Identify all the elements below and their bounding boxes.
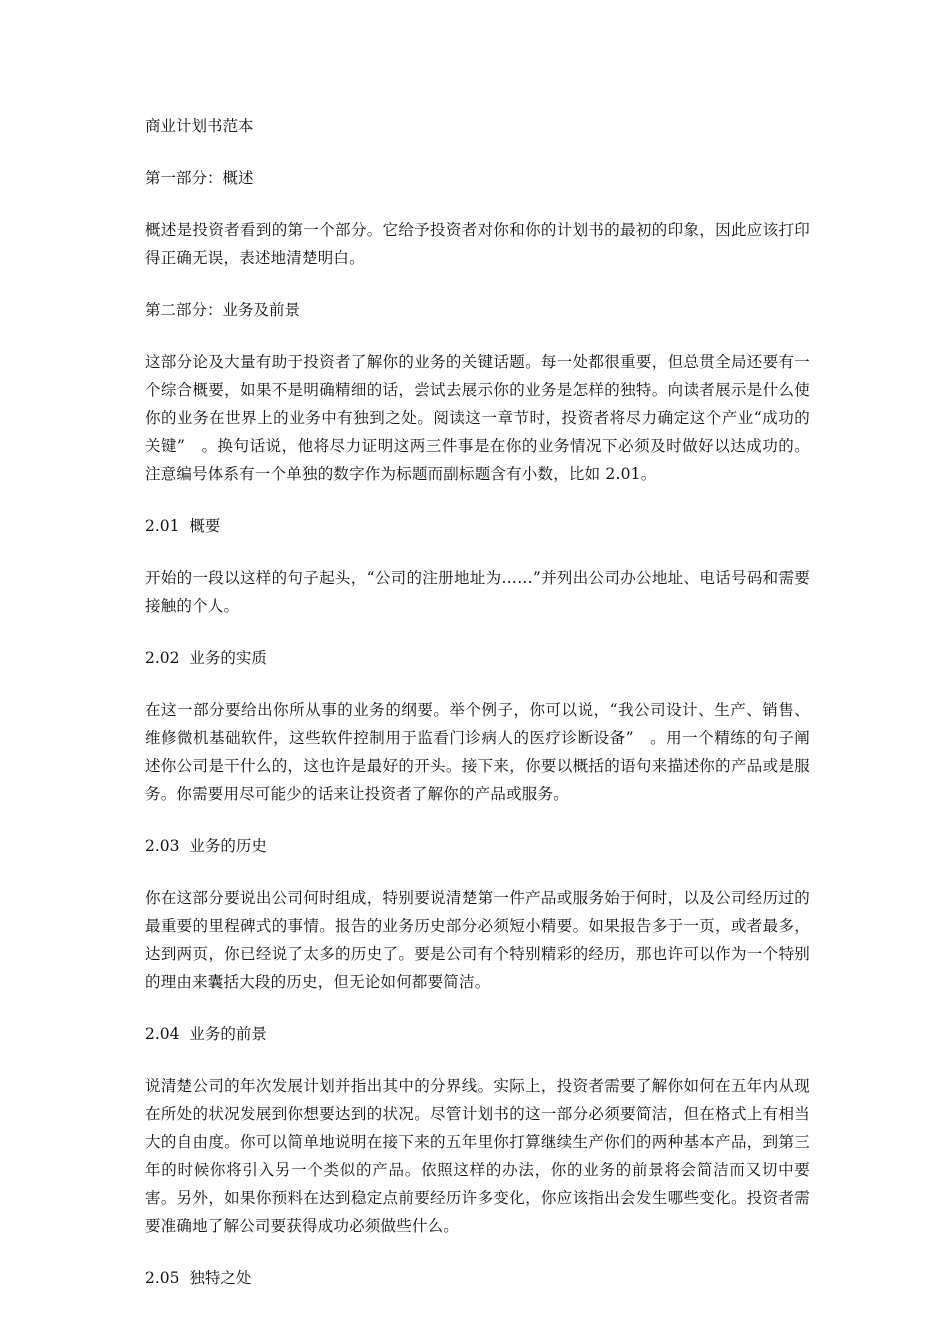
section-heading-2-04: 2.04 业务的前景	[145, 1025, 267, 1043]
section-heading-2-03: 2.03 业务的历史	[145, 837, 267, 855]
section-body-2-01: 开始的一段以这样的句子起头，“公司的注册地址为……”并列出公司办公地址、电话号码和需要接触的个人。	[145, 569, 810, 615]
document-page	[145, 112, 810, 1292]
section-body-2-02: 在这一部分要给出你所从事的业务的纲要。举个例子，你可以说，“我公司设计、生产、销售、维修微机基础软件，这些软件控制用于监看门诊病人的医疗诊断设备” 。用一个精练的句子阐述你公司是干什么的，这也许是最好的开头。接下来，你要以概括的语句来描述你的产品或是服务。你需要用尽可能少的话来让投资者了解你的产品或服务。	[145, 701, 810, 803]
section-body-2-03: 你在这部分要说出公司何时组成，特别要说清楚第一件产品或服务始于何时，以及公司经历过的最重要的里程碑式的事情。报告的业务历史部分必须短小精要。如果报告多于一页，或者最多，达到两页，你已经说了太多的历史了。要是公司有个特别精彩的经历，那也许可以作为一个特别的理由来囊括大段的历史，但无论如何都要简洁。	[145, 889, 810, 991]
part2-heading: 第二部分：业务及前景	[145, 301, 301, 319]
document-title: 商业计划书范本	[145, 117, 254, 135]
part1-heading: 第一部分：概述	[145, 169, 254, 187]
section-body-2-04: 说清楚公司的年次发展计划并指出其中的分界线。实际上，投资者需要了解你如何在五年内从现在所处的状况发展到你想要达到的状况。尽管计划书的这一部分必须要简洁，但在格式上有相当大的自由度。你可以简单地说明在接下来的五年里你打算继续生产你们的两种基本产品，到第三年的时候你将引入另一个类似的产品。依照这样的办法，你的业务的前景将会简洁而又切中要害。另外，如果你预料在达到稳定点前要经历许多变化，你应该指出会发生哪些变化。投资者需要准确地了解公司要获得成功必须做些什么。	[145, 1077, 810, 1235]
section-heading-2-02: 2.02 业务的实质	[145, 649, 267, 667]
part1-body: 概述是投资者看到的第一个部分。它给予投资者对你和你的计划书的最初的印象，因此应该打印得正确无误，表述地清楚明白。	[145, 221, 810, 267]
section-heading-2-05: 2.05 独特之处	[145, 1269, 252, 1287]
part2-body: 这部分论及大量有助于投资者了解你的业务的关键话题。每一处都很重要，但总贯全局还要有一个综合概要，如果不是明确精细的话，尝试去展示你的业务是怎样的独特。向读者展示是什么使你的业务在世界上的业务中有独到之处。阅读这一章节时，投资者将尽力确定这个产业“成功的关键” 。换句话说，他将尽力证明这两三件事是在你的业务情况下必须及时做好以达成功的。注意编号体系有一个单独的数字作为标题而副标题含有小数，比如 2.01。	[145, 353, 810, 483]
section-heading-2-01: 2.01 概要	[145, 517, 221, 535]
